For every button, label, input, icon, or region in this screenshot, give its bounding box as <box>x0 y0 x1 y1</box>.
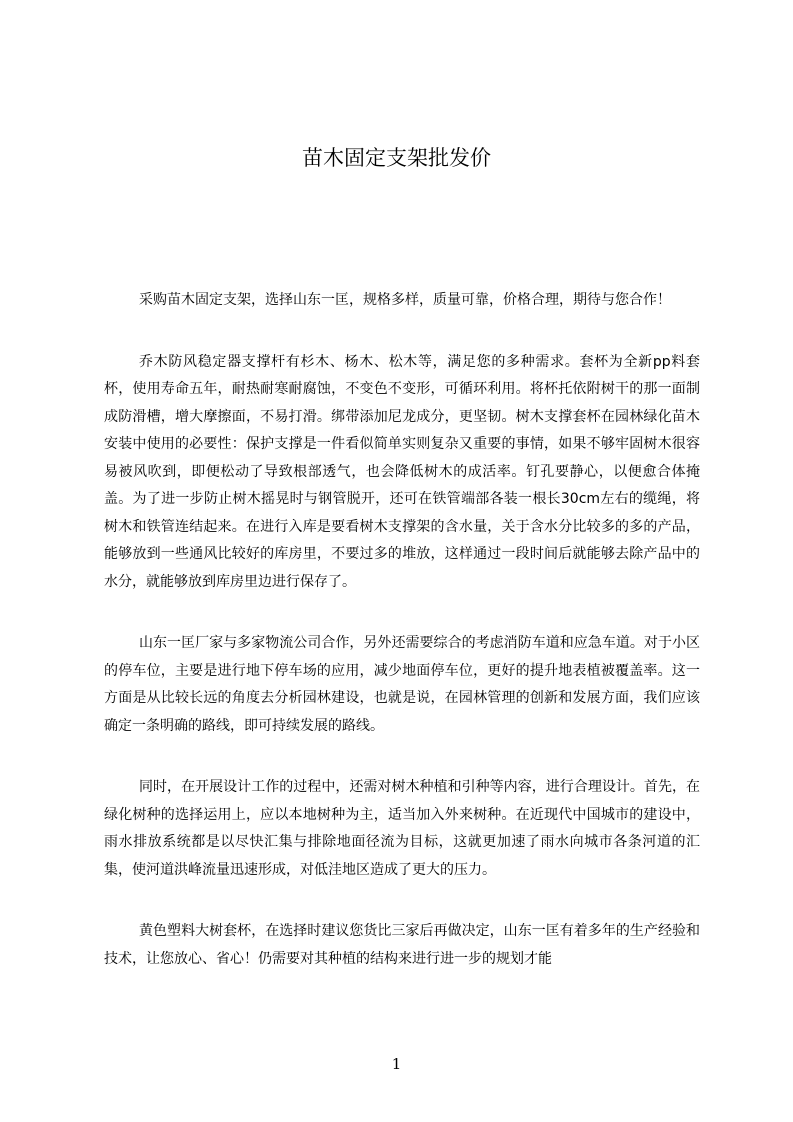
page-number: 1 <box>391 1055 402 1073</box>
paragraph-tree-cup: 黄色塑料大树套杯，在选择时建议您货比三家后再做决定，山东一匡有着多年的生产经验和技术，让您放心、省心！仍需要对其种植的结构来进行进一步的规划才能 <box>104 923 700 967</box>
paragraph-logistics: 山东一匡厂家与多家物流公司合作，另外还需要综合的考虑消防车道和应急车道。对于小区的停车位，主要是进行地下停车场的应用，减少地面停车位，更好的提升地表植被覆盖率。这一方面是从比较长远的角度去分析园林建设，也就是说，在园林管理的创新和发展方面，我们应该确定一条明确的路线，即可持续发展的路线。 <box>104 635 700 734</box>
paragraph-support-details: 乔木防风稳定器支撑杆有杉木、杨木、松木等，满足您的多种需求。套杯为全新pp料套杯，使用寿命五年，耐热耐寒耐腐蚀，不变色不变形，可循环利用。将杯托依附树干的那一面制成防滑槽，增大摩擦面，不易打滑。绑带添加尼龙成分，更坚韧。树木支撑套杯在园林绿化苗木安装中使用的必要性：保护支撑是一件看似简单实则复杂又重要的事情，如果不够牢固树木很容易被风吹到，即便松动了导致根部透气，也会降低树木的成活率。钉孔要静心，以便愈合体掩盖。为了进一步防止树木摇晃时与钢管脱开，还可在铁管端部各装一根长30cm左右的缆绳，将树木和铁管连结起来。在进行入库是要看树木支撑架的含水量，关于含水分比较多的多的产品，能够放到一些通风比较好的库房里，不要过多的堆放，这样通过一段时间后就能够去除产品中的水分，就能够放到库房里边进行保存了。 <box>104 353 700 590</box>
document-body <box>104 287 700 1007</box>
paragraph-design: 同时，在开展设计工作的过程中，还需对树木种植和引种等内容，进行合理设计。首先，在绿化树种的选择运用上，应以本地树种为主，适当加入外来树种。在近现代中国城市的建设中，雨水排放系统都是以尽快汇集与排除地面径流为目标，这就更加速了雨水向城市各条河道的汇集，使河道洪峰流量迅速形成，对低洼地区造成了更大的压力。 <box>104 779 700 878</box>
page-title: 苗木固定支架批发价 <box>302 146 491 170</box>
paragraph-intro: 采购苗木固定支架，选择山东一匡，规格多样，质量可靠，价格合理，期待与您合作！ <box>139 292 671 308</box>
